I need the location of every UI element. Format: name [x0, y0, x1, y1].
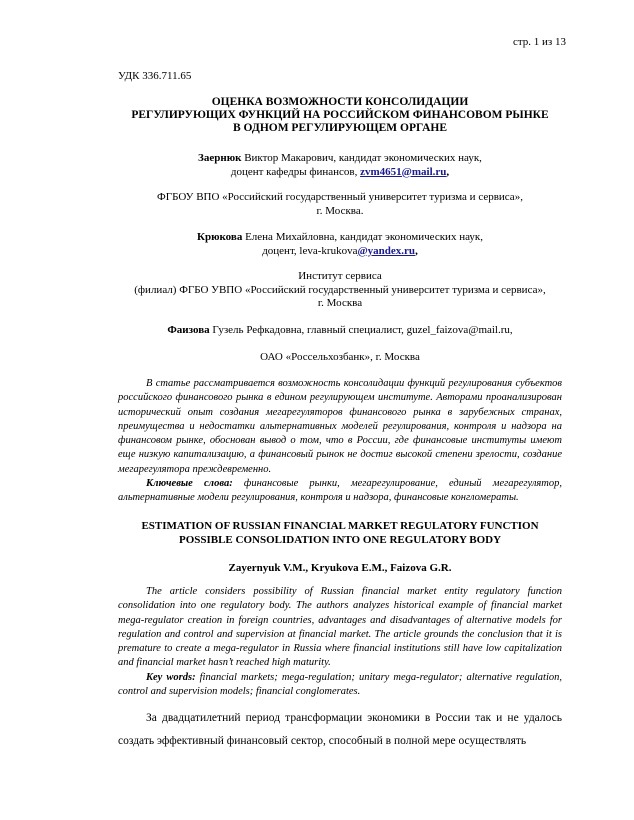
page-number: стр. 1 из 13	[512, 36, 566, 48]
author-details: Виктор Макарович, кандидат экономических наук,	[241, 152, 482, 164]
udk-code: УДК 336.711.65	[118, 70, 192, 82]
title-ru-line: РЕГУЛИРУЮЩИХ ФУНКЦИЙ НА РОССИЙСКОМ ФИНАНСОВОМ РЫНКЕ	[131, 109, 549, 121]
affiliation-line: Институт сервиса	[298, 270, 382, 282]
title-en-line: POSSIBLE CONSOLIDATION INTO ONE REGULATORY BODY	[178, 534, 502, 546]
keywords-label: Key words:	[146, 671, 196, 683]
title-en-line: ESTIMATION OF RUSSIAN FINANCIAL MARKET REGULATORY FUNCTION	[141, 520, 539, 532]
title-ru-line: В ОДНОМ РЕГУЛИРУЮЩЕМ ОРГАНЕ	[232, 122, 447, 134]
title-ru	[118, 96, 562, 135]
punctuation: ,	[415, 244, 418, 257]
affiliation-2	[118, 270, 562, 311]
affiliation-line: (филиал) ФГБО УВПО «Российский государственный университет туризма и сервиса»,	[134, 283, 546, 296]
affiliation-line: г. Москва	[317, 297, 363, 309]
keywords-label: Ключевые слова:	[146, 478, 233, 490]
author-surname: Заернюк	[198, 152, 242, 164]
title-ru-line: ОЦЕНКА ВОЗМОЖНОСТИ КОНСОЛИДАЦИИ	[211, 96, 469, 108]
author-surname: Фаизова	[167, 324, 210, 336]
affiliation-line: ФГБОУ ВПО «Российский государственный университет туризма и сервиса»,	[157, 191, 523, 203]
affiliation-3: ОАО «Россельхозбанк», г. Москва	[260, 351, 420, 363]
author-position: доцент кафедры финансов,	[230, 165, 361, 178]
body-paragraph	[118, 707, 562, 753]
author-surname: Крюкова	[196, 231, 243, 243]
email-link[interactable]: @yandex.ru	[357, 244, 416, 257]
author-1	[118, 152, 562, 179]
abstract-en	[118, 585, 562, 699]
authors-en: Zayernyuk V.M., Kryukova E.M., Faizova G.R.	[228, 562, 452, 574]
keywords-text: financial markets; mega-regulation; unitary mega-regulator; alternative regulation, control and supervision models; financial conglomerates.	[118, 671, 562, 698]
author-2	[118, 231, 562, 258]
punctuation: ,	[446, 165, 450, 178]
title-en	[118, 519, 562, 547]
body-paragraph-text: За двадцатилетний период трансформации экономики в России так и не удалось создать эффективный финансовый сектор, способный в полной мере осуществлять	[118, 712, 562, 747]
affiliation-1	[118, 191, 562, 218]
author-details: Гузель Рефкадовна, главный специалист, guzel_faizova@mail.ru,	[209, 324, 513, 336]
author-3	[118, 324, 562, 338]
keywords-text: финансовые рынки, мегарегулирование, единый мегарегулятор, альтернативные модели регулирования, контроля и надзора, финансовые конгломераты.	[118, 478, 563, 504]
affiliation-line: г. Москва.	[316, 204, 364, 217]
email-link[interactable]: zvm4651@mail.ru	[360, 165, 447, 178]
abstract-ru	[118, 377, 562, 506]
author-details: Елена Михайловна, кандидат экономических наук,	[242, 231, 484, 243]
abstract-en-text: The article considers possibility of Russian financial market entity regulatory function consolidation into one regulatory body. The authors analyzes historical example of financial market mega-regulator creation in foreign countries, advantages and disadvantages of alternative models for regulation and control and supervision at financial market. The article grounds the conclusion that it is premature to create a mega-regulator in Russia where financial institutions still have low capitalization and financial market hasn’t reached high maturity.	[118, 586, 562, 669]
author-position: доцент, leva-krukova	[262, 244, 358, 257]
abstract-ru-text: В статье рассматривается возможность консолидации функций регулирования субъектов российского финансового рынка в едином регулирующем институте. Авторами проанализирован исторический опыт создания мегарегуляторов финансового рынка в зарубежных странах, преимущества и недостатки альтернативных моделей регулирования, контроля и надзора на финансовом рынке, обоснован вывод о том, что в России, где финансовые институты имеют еще низкую капитализацию, а финансовый рынок не достиг высокой степени зрелости, создание мегарегулятора преждевременно.	[118, 378, 562, 475]
